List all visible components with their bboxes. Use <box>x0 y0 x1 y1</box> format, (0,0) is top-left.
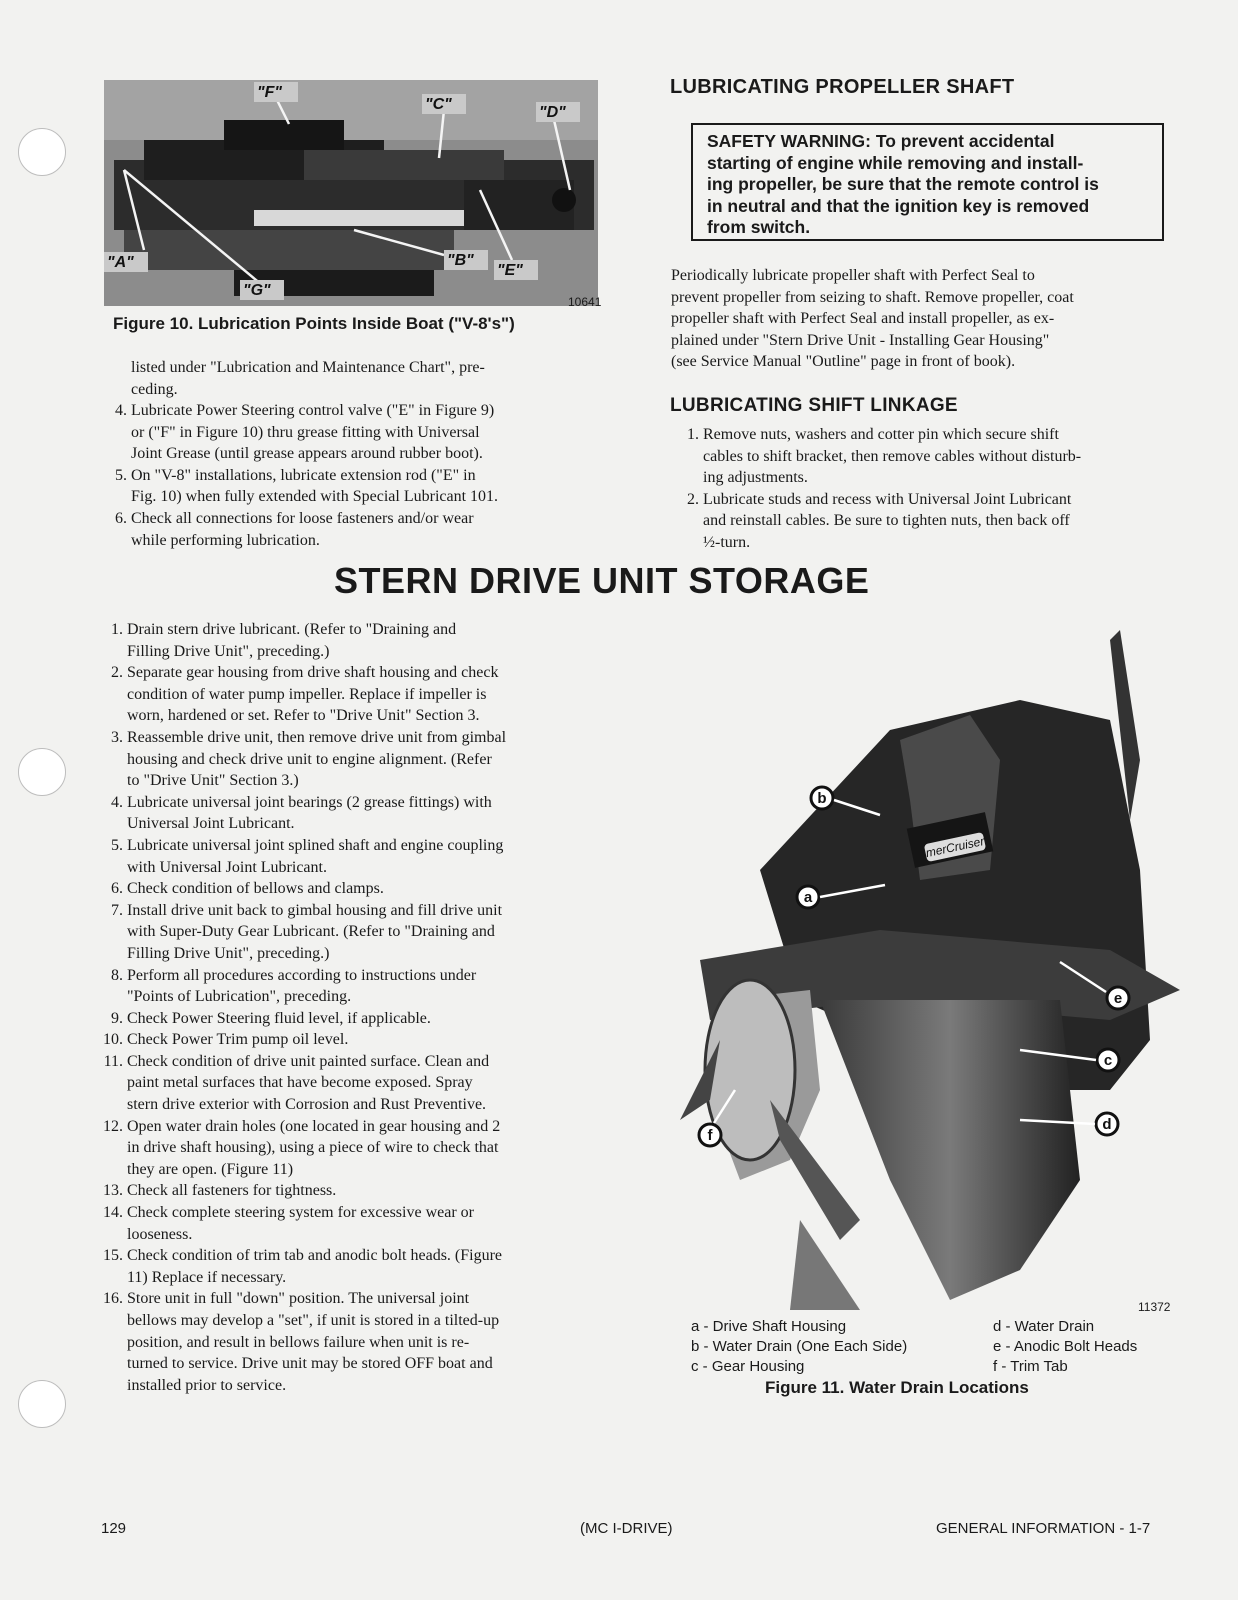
list-item-line: they are open. (Figure 11) <box>127 1160 294 1178</box>
binder-hole-top <box>18 128 66 176</box>
mercruiser-logo: merCruiser <box>924 833 986 861</box>
list-item <box>97 878 599 900</box>
list-item-line: Universal Joint Lubricant. <box>127 815 295 833</box>
list-item-number: 5. <box>115 466 127 484</box>
callout-d: "D" <box>539 104 566 121</box>
figure-11-photo <box>640 620 1180 1310</box>
list-item-line: Reassemble drive unit, then remove drive unit from gimbal <box>127 728 507 746</box>
list-item-number: 11. <box>103 1052 123 1070</box>
list-item-number: 4. <box>111 793 123 811</box>
heading-lubricating-shift-linkage: LUBRICATING SHIFT LINKAGE <box>670 395 958 416</box>
list-item-line: Install drive unit back to gimbal housing and fill drive unit <box>127 901 503 919</box>
list-item-line: housing and check drive unit to engine alignment. (Refer <box>127 750 492 768</box>
list-item <box>97 792 599 835</box>
list-item-line: ½-turn. <box>703 533 751 551</box>
list-item-line: worn, hardened or set. Refer to "Drive Unit" Section 3. <box>127 707 480 725</box>
warning-line: starting of engine while removing and install- <box>707 152 1084 173</box>
figure-10-number: 10641 <box>568 295 602 309</box>
callout-c: "C" <box>425 96 452 113</box>
list-item-line: Check Power Trim pump oil level. <box>127 1031 349 1049</box>
list-item-number: 5. <box>111 836 123 854</box>
list-item <box>97 1180 599 1202</box>
figure-11-number: 11372 <box>1138 1300 1171 1314</box>
paragraph-line: prevent propeller from seizing to shaft. Remove propeller, coat <box>671 288 1074 306</box>
list-item <box>97 1116 599 1181</box>
list-item-line: Filling Drive Unit", preceding.) <box>127 944 330 962</box>
figure-10-caption: Figure 10. Lubrication Points Inside Boat ("V-8's") <box>113 314 515 333</box>
shift-linkage-steps <box>673 424 1183 554</box>
list-item-line: Open water drain holes (one located in gear housing and 2 <box>127 1117 501 1135</box>
list-item-line: Lubricate Power Steering control valve ("E" in Figure 9) <box>131 402 495 419</box>
list-item <box>97 1202 599 1245</box>
binder-hole-bottom <box>18 1380 66 1428</box>
list-item-number: 3. <box>111 728 123 746</box>
callout-e: "E" <box>497 262 523 279</box>
list-item-line: bellows may develop a "set", if unit is stored in a tilted-up <box>127 1312 500 1329</box>
heading-stern-drive-unit-storage: STERN DRIVE UNIT STORAGE <box>334 560 870 601</box>
list-item <box>97 835 599 878</box>
callout-b: "B" <box>447 252 474 269</box>
list-item-line: Joint Grease (until grease appears around rubber boot). <box>131 445 483 463</box>
list-item-line: to "Drive Unit" Section 3.) <box>127 772 299 790</box>
list-item <box>97 1288 599 1396</box>
legend-f: f - Trim Tab <box>993 1358 1068 1375</box>
legend-c: c - Gear Housing <box>691 1358 805 1375</box>
list-item <box>101 465 601 508</box>
propeller-shaft-paragraph <box>671 265 1181 373</box>
list-item-number: 12. <box>103 1117 123 1135</box>
paragraph-line: (see Service Manual "Outline" page in front of book). <box>671 353 1016 371</box>
footer-section-label: GENERAL INFORMATION - 1-7 <box>936 1520 1151 1537</box>
list-item-number: 1. <box>687 426 699 443</box>
list-item-number: 15. <box>103 1247 123 1265</box>
list-item-line: Separate gear housing from drive shaft housing and check <box>127 664 499 682</box>
page-number: 129 <box>101 1520 127 1537</box>
list-item-line: stern drive exterior with Corrosion and Rust Preventive. <box>127 1096 487 1114</box>
list-item-line: turned to service. Drive unit may be stored OFF boat and <box>127 1355 493 1373</box>
list-item <box>673 424 1183 489</box>
legend-d: d - Water Drain <box>993 1318 1095 1335</box>
list-item-line: while performing lubrication. <box>131 531 320 549</box>
list-item-number: 6. <box>111 880 123 898</box>
list-item-number: 10. <box>103 1031 123 1049</box>
list-item-line: Check all connections for loose fasteners and/or wear <box>131 509 474 527</box>
paragraph-line: Periodically lubricate propeller shaft with Perfect Seal to <box>671 267 1035 284</box>
continuation-text: listed under "Lubrication and Maintenance Chart", pre- ceding. <box>131 359 485 398</box>
list-item <box>97 1051 599 1116</box>
list-item-line: Check Power Steering fluid level, if applicable. <box>127 1009 431 1027</box>
callout-c-text: c <box>1103 1052 1113 1069</box>
list-item-line: Lubricate universal joint bearings (2 grease fittings) with <box>127 793 492 811</box>
list-item-line: looseness. <box>127 1225 193 1243</box>
list-item-line: Check all fasteners for tightness. <box>127 1182 337 1200</box>
list-item <box>101 400 601 465</box>
list-item-number: 9. <box>111 1009 123 1027</box>
list-item-line: Check complete steering system for excessive wear or <box>127 1204 474 1222</box>
list-item <box>97 662 599 727</box>
list-item <box>97 727 599 792</box>
list-item-line: Check condition of trim tab and anodic bolt heads. (Figure <box>127 1247 503 1265</box>
list-item-number: 1. <box>111 621 123 638</box>
lubrication-points-diagram <box>104 80 598 306</box>
figure-11-caption: Figure 11. Water Drain Locations <box>765 1378 1029 1397</box>
list-item-line: Store unit in full "down" position. The universal joint <box>127 1290 470 1308</box>
callout-f-text: f <box>707 1127 713 1144</box>
list-item-line: Check condition of bellows and clamps. <box>127 880 384 898</box>
list-item <box>97 900 599 965</box>
paragraph-line: plained under "Stern Drive Unit - Installing Gear Housing" <box>671 331 1050 349</box>
list-item-number: 8. <box>111 966 123 984</box>
list-item-number: 2. <box>111 664 123 682</box>
list-item-line: Check condition of drive unit painted surface. Clean and <box>127 1052 490 1070</box>
callout-e-text: e <box>1113 990 1123 1007</box>
callout-d-text: d <box>1102 1116 1112 1133</box>
paragraph-line: propeller shaft with Perfect Seal and install propeller, as ex- <box>671 310 1055 328</box>
list-item-number: 13. <box>103 1182 123 1200</box>
list-item-line: condition of water pump impeller. Replace if impeller is <box>127 685 487 703</box>
list-item-line: "Points of Lubrication", preceding. <box>127 988 352 1006</box>
warning-line: in neutral and that the ignition key is removed <box>707 195 1090 216</box>
list-item-line: Fig. 10) when fully extended with Special Lubricant 101. <box>131 488 499 506</box>
list-item-number: 4. <box>115 402 127 419</box>
list-item-number: 16. <box>103 1290 123 1308</box>
list-item-line: with Super-Duty Gear Lubricant. (Refer to "Draining and <box>127 923 495 941</box>
callout-b-text: b <box>817 790 827 807</box>
list-item-line: Filling Drive Unit", preceding.) <box>127 642 330 660</box>
list-item <box>101 508 601 551</box>
list-item-line: with Universal Joint Lubricant. <box>127 858 327 876</box>
list-item-line: Drain stern drive lubricant. (Refer to "Draining and <box>127 621 457 638</box>
list-item-line: 11) Replace if necessary. <box>127 1268 287 1286</box>
warning-line: SAFETY WARNING: To prevent accidental <box>707 131 1055 151</box>
list-item-line: Remove nuts, washers and cotter pin which secure shift <box>703 426 1059 443</box>
list-item <box>97 1245 599 1288</box>
list-item-number: 6. <box>115 509 127 527</box>
stern-drive-unit-diagram <box>640 620 1180 1310</box>
storage-steps <box>97 619 599 1396</box>
safety-warning-box <box>691 123 1164 241</box>
list-item <box>673 489 1183 554</box>
footer-center-label: (MC I-DRIVE) <box>580 1520 673 1537</box>
list-item-number: 14. <box>103 1204 123 1222</box>
list-item-line: and reinstall cables. Be sure to tighten nuts, then back off <box>703 512 1070 530</box>
list-item-line: installed prior to service. <box>127 1376 287 1394</box>
list-item-number: 2. <box>687 490 699 508</box>
list-item <box>97 1008 599 1030</box>
legend-a: a - Drive Shaft Housing <box>691 1318 847 1335</box>
legend-b: b - Water Drain (One Each Side) <box>691 1338 908 1355</box>
list-item-line: position, and result in bellows failure when unit is re- <box>127 1333 470 1351</box>
list-item-line: cables to shift bracket, then remove cables without disturb- <box>703 447 1082 465</box>
warning-line: from switch. <box>707 217 811 237</box>
heading-lubricating-propeller-shaft: LUBRICATING PROPELLER SHAFT <box>670 76 1015 98</box>
list-item-line: ing adjustments. <box>703 469 808 487</box>
list-item <box>97 619 599 662</box>
callout-f: "F" <box>257 84 282 101</box>
legend-e: e - Anodic Bolt Heads <box>993 1338 1138 1355</box>
warning-line: ing propeller, be sure that the remote control is <box>707 174 1099 194</box>
figure-10-photo <box>104 80 598 306</box>
list-item-line: Perform all procedures according to instructions under <box>127 966 477 984</box>
lubrication-steps-continued <box>101 400 601 551</box>
list-item-line: or ("F" in Figure 10) thru grease fitting with Universal <box>131 423 480 441</box>
list-item-number: 7. <box>111 901 123 919</box>
list-item-line: in drive shaft housing), using a piece of wire to check that <box>127 1139 499 1157</box>
list-item <box>97 965 599 1008</box>
callout-a-text: a <box>803 889 813 906</box>
list-item-line: On "V-8" installations, lubricate extension rod ("E" in <box>131 466 476 484</box>
list-item-line: Lubricate studs and recess with Universal Joint Lubricant <box>703 490 1072 508</box>
list-item-line: Lubricate universal joint splined shaft and engine coupling <box>127 836 504 854</box>
list-item-line: paint metal surfaces that have become exposed. Spray <box>127 1074 473 1092</box>
callout-a: "A" <box>107 254 134 271</box>
binder-hole-middle <box>18 748 66 796</box>
list-item <box>97 1029 599 1051</box>
callout-g: "G" <box>243 282 271 299</box>
